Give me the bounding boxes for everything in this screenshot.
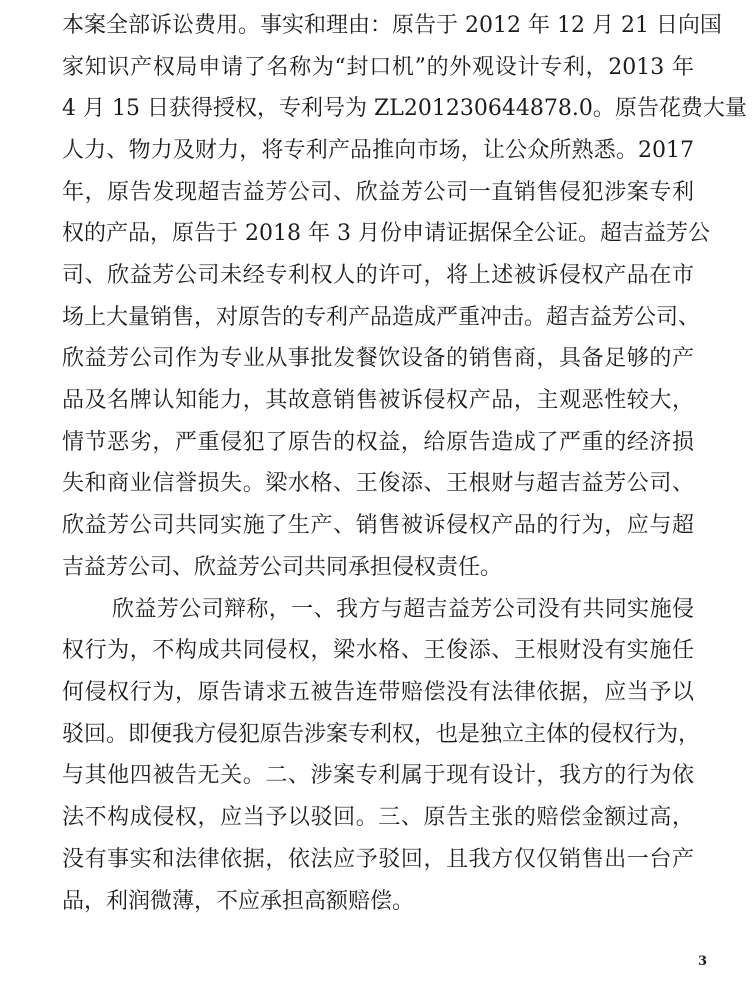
paragraph-2-line-2: 权行为，不构成共同侵权，梁水格、王俊添、王根财没有实施任	[62, 638, 694, 663]
paragraph-1-line-8: 场上大量销售，对原告的专利产品造成严重冲击。超吉益芳公司、	[62, 305, 701, 330]
paragraph-2-line-8: 品，利润微薄，不应承担高额赔偿。	[62, 889, 415, 914]
paragraph-1-line-4: 人力、物力及财力，将专利产品推向市场，让公众所熟悉。2017	[62, 138, 694, 163]
paragraph-1-line-2: 家知识产权局申请了名称为“封口机”的外观设计专利，2013 年	[62, 55, 694, 80]
paragraph-2-line-3: 何侵权行为，原告请求五被告连带赔偿没有法律依据，应当予以	[62, 680, 694, 705]
paragraph-1-line-7: 司、欣益芳公司未经专利权人的许可，将上述被诉侵权产品在市	[62, 263, 694, 288]
page-number: 3	[698, 954, 708, 969]
paragraph-2-line-1: 欣益芳公司辩称，一、我方与超吉益芳公司没有共同实施侵	[112, 597, 694, 622]
paragraph-1-line-3: 4 月 15 日获得授权，专利号为 ZL201230644878.0。原告花费大量	[62, 96, 747, 121]
paragraph-1-line-10: 品及名牌认知能力，其故意销售被诉侵权产品，主观恶性较大，	[62, 388, 694, 413]
paragraph-1-line-9: 欣益芳公司作为专业从事批发餐饮设备的销售商，具备足够的产	[62, 346, 694, 371]
paragraph-2-line-6: 法不构成侵权，应当予以驳回。三、原告主张的赔偿金额过高，	[62, 805, 694, 830]
paragraph-2-line-7: 没有事实和法律依据，依法应予驳回，且我方仅仅销售出一台产	[62, 847, 694, 872]
paragraph-1-line-12: 失和商业信誉损失。梁水格、王俊添、王根财与超吉益芳公司、	[62, 471, 694, 496]
paragraph-2-line-5: 与其他四被告无关。二、涉案专利属于现有设计，我方的行为依	[62, 763, 694, 788]
paragraph-1-line-6: 权的产品，原告于 2018 年 3 月份申请证据保全公证。超吉益芳公	[62, 221, 710, 246]
paragraph-1-line-14: 吉益芳公司、欣益芳公司共同承担侵权责任。	[62, 555, 503, 580]
paragraph-1-line-5: 年，原告发现超吉益芳公司、欣益芳公司一直销售侵犯涉案专利	[62, 180, 694, 205]
paragraph-1-line-13: 欣益芳公司共同实施了生产、销售被诉侵权产品的行为，应与超	[62, 513, 694, 538]
paragraph-2-line-4: 驳回。即便我方侵犯原告涉案专利权，也是独立主体的侵权行为，	[62, 722, 701, 747]
paragraph-1-line-11: 情节恶劣，严重侵犯了原告的权益，给原告造成了严重的经济损	[62, 430, 694, 455]
paragraph-1-line-1: 本案全部诉讼费用。事实和理由：原告于 2012 年 12 月 21 日向国	[62, 13, 722, 38]
